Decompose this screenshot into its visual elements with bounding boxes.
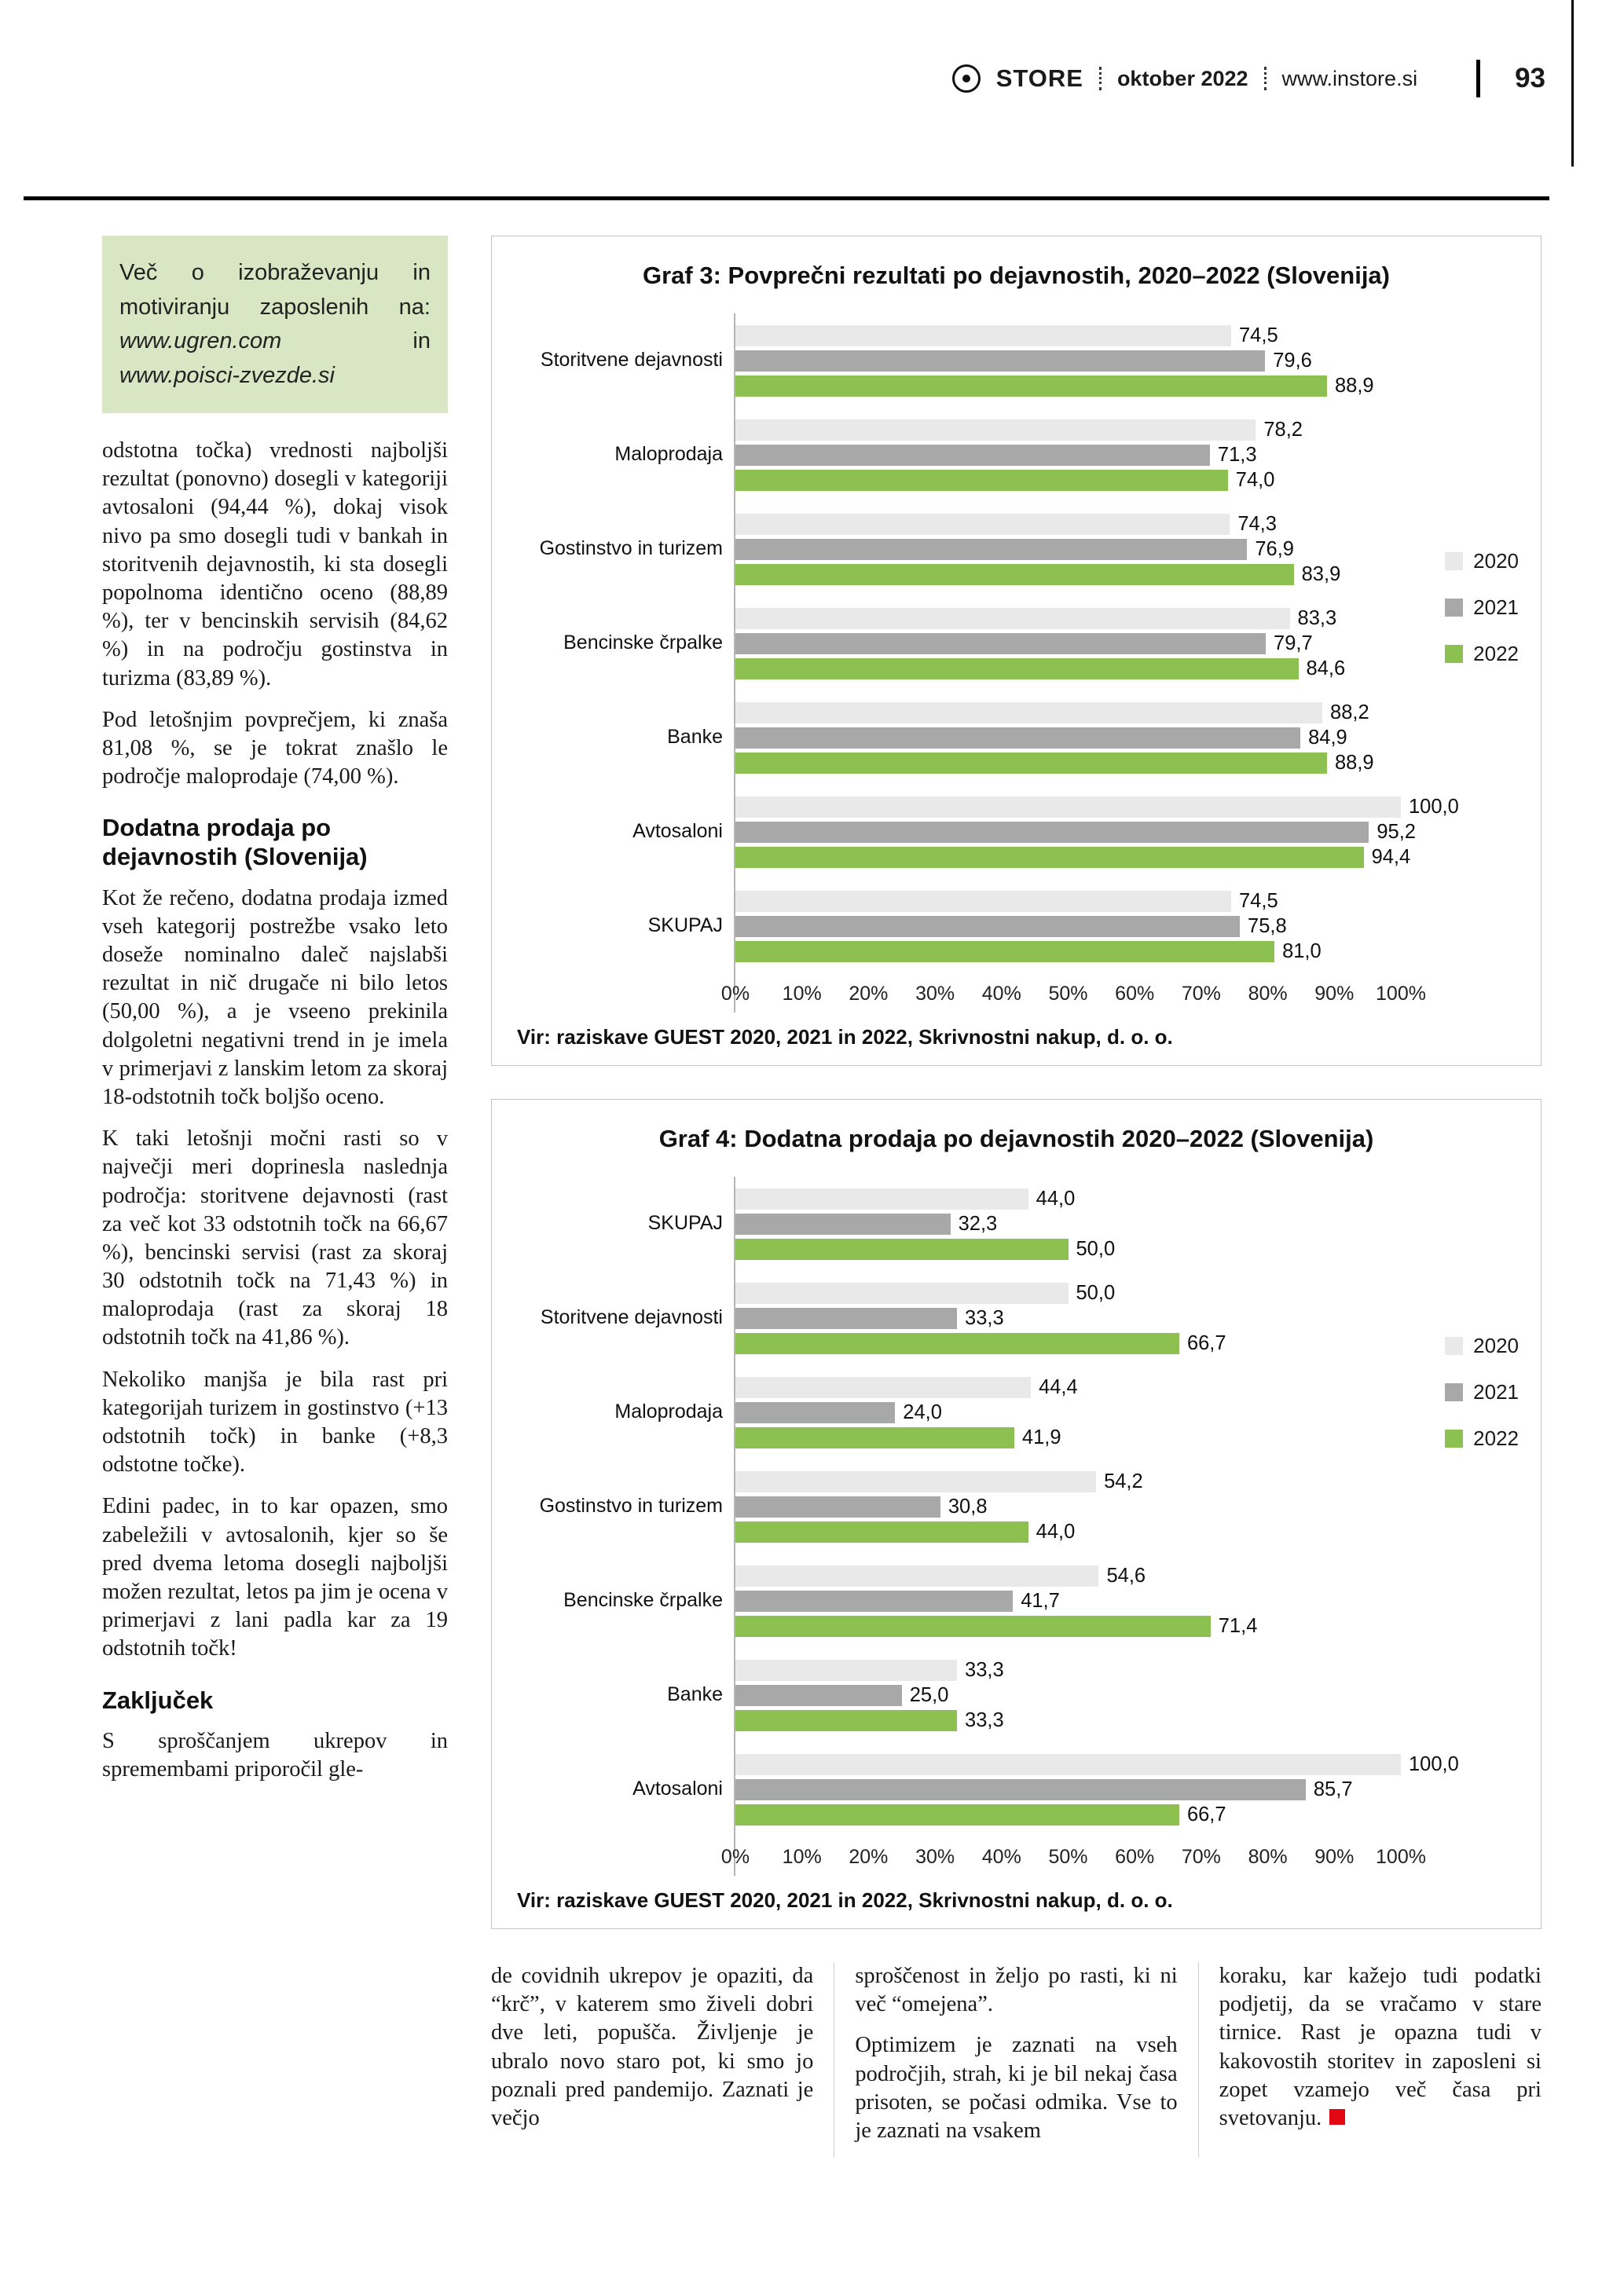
legend-label: 2021: [1473, 595, 1519, 619]
bar-value-label: 41,7: [1021, 1589, 1060, 1612]
chart-graf4: [491, 1099, 1542, 1929]
chart-graf3: [491, 236, 1542, 1066]
axis-tick-label: 20%: [849, 1846, 889, 1868]
chart-category-row: [514, 1742, 1459, 1836]
bar-line: [735, 939, 1401, 963]
axis-tick-label: 100%: [1376, 1846, 1426, 1868]
bar-line: [735, 1187, 1401, 1210]
site-url[interactable]: www.instore.si: [1281, 66, 1418, 90]
section-heading-dodatna-prodaja: Dodatna prodaja po dejavnostih (Slovenija): [102, 814, 368, 871]
bar-line: [735, 562, 1401, 586]
bar-line: [735, 795, 1459, 818]
bar-value-label: 32,3: [958, 1212, 998, 1235]
bar-2022: [735, 375, 1327, 397]
section-heading-zakljucek: Zaključek: [102, 1686, 214, 1714]
link-poisci-zvezde[interactable]: www.poisci-zvezde.si: [119, 362, 335, 388]
article-paragraph: koraku, kar kažejo tudi podatki podjetij, da se vračamo v stare tirnice. Rast je opazna tudi v kakovostih storitev in zaposleni si zopet vzamejo več časa pri svetovanju.: [1219, 1964, 1542, 2130]
header-separator: [1099, 67, 1102, 90]
bar-value-label: 24,0: [903, 1401, 942, 1423]
chart-category-row: [514, 1554, 1401, 1648]
legend-label: 2021: [1473, 1380, 1519, 1404]
bar-2022: [735, 470, 1228, 491]
bar-2020: [735, 608, 1290, 629]
axis-tick-label: 40%: [981, 1846, 1021, 1868]
bar-line: [735, 701, 1401, 724]
bar-line: [735, 1520, 1401, 1543]
bar-2021: [735, 539, 1247, 560]
axis-tick-label: 60%: [1115, 983, 1155, 1005]
bar-2022: [735, 1239, 1069, 1260]
bar-value-label: 84,9: [1308, 726, 1347, 749]
bottom-column-3: [1198, 1962, 1542, 2158]
bar-2021: [735, 1685, 902, 1706]
legend-swatch-2021: [1445, 1383, 1463, 1401]
bar-2020: [735, 514, 1230, 535]
chart-legend: [1445, 549, 1519, 666]
category-label: Maloprodaja: [614, 1401, 723, 1423]
bar-2020: [735, 1377, 1031, 1398]
bar-value-label: 71,4: [1218, 1614, 1258, 1637]
bar-2020: [735, 1283, 1069, 1304]
legend-swatch-2022: [1445, 1430, 1463, 1448]
category-label: SKUPAJ: [647, 914, 723, 937]
chart-plot-area: [514, 313, 1519, 1013]
bar-2020: [735, 702, 1322, 723]
bar-value-label: 44,0: [1036, 1187, 1076, 1210]
bar-line: [735, 1237, 1401, 1261]
category-bars: [734, 1459, 1401, 1554]
category-label: SKUPAJ: [647, 1212, 723, 1235]
chart-category-row: [514, 690, 1401, 785]
chart-category-row: [514, 1271, 1401, 1365]
axis-tick-label: 30%: [915, 983, 955, 1005]
axis-tick-label: 80%: [1248, 983, 1288, 1005]
category-bars: [734, 785, 1459, 879]
charts-column: [491, 236, 1542, 2158]
bar-2021: [735, 633, 1266, 654]
bar-2021: [735, 1779, 1306, 1800]
bar-2022: [735, 847, 1364, 868]
category-bars: [734, 502, 1401, 596]
bar-value-label: 76,9: [1255, 537, 1294, 560]
category-label: Bencinske črpalke: [563, 632, 723, 654]
bar-line: [735, 1375, 1401, 1399]
bar-line: [735, 1803, 1401, 1826]
bar-line: [735, 1426, 1401, 1449]
bar-2022: [735, 1522, 1028, 1543]
bar-value-label: 41,9: [1021, 1426, 1061, 1448]
bar-line: [735, 1401, 1401, 1424]
x-axis: [720, 1836, 1426, 1876]
article-paragraph: odstotna točka) vrednosti najboljši rezultat (ponovno) dosegli v kategoriji avtosaloni (94,44 %), dokaj visok nivo pa smo dosegli tudi v bankah in storitvenih dejavnostih, ki sta dosegli popolnoma identično oceno (88,89 %), ter v bencinskih servisih (84,62 %) in na področju gostinstva in turizma (83,89 %).: [102, 438, 448, 690]
infobox-conjunction: in: [412, 328, 431, 353]
bar-value-label: 94,4: [1371, 845, 1411, 868]
bar-2021: [735, 1496, 940, 1518]
link-ugren[interactable]: www.ugren.com: [119, 328, 282, 353]
category-label: Maloprodaja: [614, 443, 723, 466]
bar-line: [735, 1589, 1401, 1613]
chart-category-row: [514, 1459, 1401, 1554]
bar-value-label: 33,3: [965, 1708, 1004, 1731]
bar-line: [735, 914, 1401, 938]
bar-2021: [735, 350, 1265, 372]
axis-tick-label: 80%: [1248, 1846, 1288, 1868]
article-paragraph: Kot že rečeno, dodatna prodaja izmed vseh kategorij postrežbe vsako leto doseže nominalno daleč najslabši rezultat in nič drugače ni bilo letos (50,00 %), a je vseeno prekinila dolgoletni negativni trend in je imela v primerjavi z lanskim letom za skoraj 18-odstotnih točk boljšo oceno.: [102, 885, 448, 1109]
category-bars: [734, 1554, 1401, 1648]
bar-value-label: 83,3: [1297, 606, 1337, 629]
chart-category-row: [514, 1177, 1401, 1271]
axis-tick-label: 70%: [1181, 983, 1221, 1005]
legend-item: [1445, 642, 1519, 666]
page-number-divider: [1476, 60, 1480, 97]
article-paragraph: K taki letošnji močni rasti so v največji meri doprinesla naslednja področja: storitvene dejavnosti (rast za več kot 33 odstotnih točk na 66,67 %), bencinski servisi (rast za skoraj 30 odstotnih točk na 71,43 %) in maloprodaja (rast za skoraj 18 odstotnih točk na 41,86 %).: [102, 1126, 448, 1350]
axis-tick-label: 40%: [981, 983, 1021, 1005]
bar-2022: [735, 941, 1274, 962]
bar-2020: [735, 1565, 1098, 1587]
legend-swatch-2021: [1445, 599, 1463, 617]
category-bars: [734, 408, 1401, 502]
bar-value-label: 44,4: [1039, 1375, 1078, 1398]
bar-2021: [735, 1214, 951, 1235]
category-label: Bencinske črpalke: [563, 1589, 723, 1612]
bar-line: [735, 1306, 1401, 1330]
bar-value-label: 74,5: [1239, 889, 1278, 912]
bar-line: [735, 512, 1401, 536]
axis-tick-label: 90%: [1314, 983, 1355, 1005]
bar-2020: [735, 325, 1231, 346]
bar-value-label: 81,0: [1282, 939, 1322, 962]
bar-line: [735, 1614, 1401, 1638]
category-bars: [734, 1648, 1401, 1742]
bar-value-label: 78,2: [1263, 418, 1303, 441]
bar-2022: [735, 1616, 1211, 1637]
bar-2022: [735, 1333, 1179, 1354]
bar-2022: [735, 564, 1294, 585]
bar-value-label: 50,0: [1076, 1237, 1116, 1260]
chart-category-row: [514, 1648, 1401, 1742]
bar-line: [735, 537, 1401, 561]
bar-2021: [735, 445, 1210, 466]
legend-item: [1445, 1380, 1519, 1404]
chart-source: Vir: raziskave GUEST 2020, 2021 in 2022, Skrivnostni nakup, d. o. o.: [517, 1025, 1173, 1049]
category-label: Gostinstvo in turizem: [539, 1495, 723, 1518]
category-label: Avtosaloni: [632, 1778, 723, 1800]
bar-value-label: 44,0: [1036, 1520, 1076, 1543]
chart-category-row: [514, 313, 1401, 408]
bar-value-label: 54,2: [1104, 1470, 1143, 1492]
bar-line: [735, 1495, 1401, 1518]
bar-2022: [735, 1804, 1179, 1825]
bar-value-label: 88,2: [1330, 701, 1369, 723]
chart-category-row: [514, 1365, 1401, 1459]
legend-swatch-2020: [1445, 552, 1463, 570]
bottom-text-columns: [491, 1962, 1542, 2158]
bar-value-label: 85,7: [1313, 1778, 1353, 1800]
chart-title: Graf 4: Dodatna prodaja po dejavnostih 2020–2022 (Slovenija): [658, 1125, 1374, 1152]
bar-2021: [735, 1591, 1013, 1612]
category-bars: [734, 690, 1401, 785]
bar-line: [735, 443, 1401, 467]
article-paragraph: Pod letošnjim povprečjem, ki znaša 81,08 %, se je tokrat znašlo le področje maloprodaje (74,00 %).: [102, 707, 448, 789]
article-paragraph: Nekoliko manjša je bila rast pri kategorijah turizem in gostinstvo (+13 odstotnih točk) in banke (+8,3 odstotne točke).: [102, 1367, 448, 1478]
bar-line: [735, 889, 1401, 913]
category-bars: [734, 879, 1401, 973]
article-paragraph: S sproščanjem ukrepov in spremembami priporočil gle-: [102, 1728, 448, 1782]
bar-value-label: 74,5: [1239, 324, 1278, 346]
article-paragraph: de covidnih ukrepov je opaziti, da “krč”, v katerem smo živeli dobri dve leti, popušča. Življenje je ubralo novo staro pot, ki smo jo poznali pred pandemijo. Zaznati je večjo: [491, 1964, 814, 2130]
article-end-mark: [1329, 2109, 1345, 2125]
bar-2021: [735, 916, 1240, 937]
axis-tick-label: 100%: [1376, 983, 1426, 1005]
article-paragraph: Edini padec, in to kar opazen, smo zabeležili v avtosalonih, kjer so še pred dvema letoma dosegli najboljši možen rezultat, letos pa jim je ocena v primerjavi z lani padla kar za 19 odstotnih točk!: [102, 1494, 448, 1661]
axis-tick-label: 10%: [782, 983, 822, 1005]
axis-tick-label: 60%: [1115, 1846, 1155, 1868]
category-label: Storitvene dejavnosti: [540, 349, 723, 372]
bar-2022: [735, 753, 1327, 774]
x-axis: [720, 973, 1426, 1013]
bar-line: [735, 632, 1401, 655]
bar-line: [735, 468, 1401, 492]
category-label: Avtosaloni: [632, 820, 723, 843]
bar-2021: [735, 727, 1300, 749]
bar-line: [735, 349, 1401, 372]
bar-value-label: 33,3: [965, 1306, 1004, 1329]
header-separator: [1264, 67, 1267, 90]
chart-title: Graf 3: Povprečni rezultati po dejavnostih, 2020–2022 (Slovenija): [643, 262, 1390, 289]
bar-line: [735, 374, 1401, 397]
bar-2020: [735, 796, 1401, 818]
bar-line: [735, 324, 1401, 347]
bar-2021: [735, 1402, 895, 1423]
bar-value-label: 66,7: [1186, 1803, 1226, 1825]
bar-2022: [735, 658, 1299, 679]
legend-item: [1445, 595, 1519, 620]
axis-ticks-row: [514, 1836, 1426, 1876]
bar-2022: [735, 1710, 957, 1731]
category-bars: [734, 313, 1401, 408]
article-paragraph: sproščenost in željo po rasti, ki ni več “omejena”.: [855, 1964, 1178, 2017]
bar-line: [735, 1778, 1401, 1801]
bar-value-label: 100,0: [1409, 1752, 1459, 1775]
bar-line: [735, 606, 1401, 630]
article-column: [102, 236, 448, 2158]
axis-tick-label: 0%: [720, 983, 750, 1005]
legend-swatch-2020: [1445, 1337, 1463, 1355]
page-number: 93: [1515, 63, 1545, 93]
legend-label: 2020: [1473, 549, 1519, 573]
axis-tick-label: 90%: [1314, 1846, 1355, 1868]
chart-plot-area: [514, 1177, 1519, 1876]
bar-value-label: 25,0: [909, 1683, 949, 1706]
category-label: Gostinstvo in turizem: [539, 537, 723, 560]
bar-line: [735, 1683, 1401, 1707]
bar-line: [735, 751, 1401, 774]
chart-legend: [1445, 1334, 1519, 1451]
bar-2020: [735, 891, 1231, 912]
axis-ticks-row: [514, 973, 1426, 1013]
bar-value-label: 95,2: [1377, 820, 1416, 843]
bar-value-label: 83,9: [1301, 562, 1341, 585]
bar-line: [735, 1658, 1401, 1682]
category-bars: [734, 1271, 1401, 1365]
category-label: Banke: [667, 726, 723, 749]
page-header: [952, 60, 1545, 97]
legend-swatch-2022: [1445, 645, 1463, 663]
page-content: [102, 236, 1542, 2158]
chart-category-row: [514, 502, 1401, 596]
bar-line: [735, 1470, 1401, 1493]
category-bars: [734, 1177, 1401, 1271]
bar-line: [735, 1212, 1401, 1236]
chart-source: Vir: raziskave GUEST 2020, 2021 in 2022, Skrivnostni nakup, d. o. o.: [517, 1888, 1173, 1912]
bar-line: [735, 1281, 1401, 1305]
category-label: Banke: [667, 1683, 723, 1706]
axis-tick-label: 70%: [1181, 1846, 1221, 1868]
axis-tick-label: 0%: [720, 1846, 750, 1868]
bar-value-label: 84,6: [1306, 657, 1346, 679]
bar-value-label: 71,3: [1217, 443, 1257, 466]
chart-category-row: [514, 596, 1401, 690]
brand-name: STORE: [995, 64, 1083, 92]
category-bars: [734, 1365, 1401, 1459]
bar-value-label: 50,0: [1076, 1281, 1116, 1304]
bar-line: [735, 657, 1401, 680]
bar-2020: [735, 1754, 1401, 1775]
bar-2020: [735, 1660, 957, 1681]
top-rule: [24, 196, 1549, 200]
axis-tick-label: 30%: [915, 1846, 955, 1868]
bar-value-label: 33,3: [965, 1658, 1004, 1681]
bar-value-label: 66,7: [1186, 1331, 1226, 1354]
bar-line: [735, 1331, 1401, 1355]
legend-item: [1445, 1426, 1519, 1451]
axis-tick-label: 50%: [1048, 1846, 1088, 1868]
bar-line: [735, 820, 1416, 844]
bar-2020: [735, 419, 1256, 441]
bar-2021: [735, 822, 1369, 843]
bar-value-label: 30,8: [948, 1495, 988, 1518]
corner-rule: [1571, 0, 1574, 167]
bar-line: [735, 726, 1401, 749]
bar-value-label: 79,6: [1273, 349, 1312, 372]
bar-value-label: 88,9: [1334, 751, 1374, 774]
bar-2022: [735, 1427, 1014, 1448]
bar-line: [735, 418, 1401, 441]
infobox-text: Več o izobraževanju in motiviranju zaposlenih na:: [119, 260, 431, 320]
axis-tick-label: 20%: [849, 983, 889, 1005]
category-label: Storitvene dejavnosti: [540, 1306, 723, 1329]
bottom-column-2: [834, 1962, 1197, 2158]
bar-2020: [735, 1188, 1028, 1210]
legend-item: [1445, 549, 1519, 573]
issue-date: oktober 2022: [1116, 66, 1248, 90]
bar-line: [735, 1752, 1459, 1776]
article-paragraph: Optimizem je zaznati na vseh področjih, strah, ki je bil nekaj časa prisoten, se počasi odmika. Vse to je zaznati na vsakem: [855, 2033, 1178, 2143]
chart-category-row: [514, 408, 1401, 502]
legend-label: 2022: [1473, 1426, 1519, 1450]
bar-line: [735, 1564, 1401, 1587]
bottom-column-1: [491, 1962, 834, 2158]
instore-logo-icon: [952, 64, 981, 93]
axis-tick-label: 10%: [782, 1846, 822, 1868]
bar-value-label: 79,7: [1274, 632, 1313, 654]
bar-value-label: 88,9: [1334, 374, 1374, 397]
chart-category-row: [514, 785, 1459, 879]
bar-line: [735, 845, 1411, 869]
bar-value-label: 74,3: [1237, 512, 1277, 535]
bar-2020: [735, 1471, 1096, 1492]
chart-category-row: [514, 879, 1401, 973]
legend-label: 2022: [1473, 642, 1519, 665]
category-bars: [734, 1742, 1459, 1836]
bar-line: [735, 1708, 1401, 1732]
bar-value-label: 75,8: [1248, 914, 1287, 937]
bar-value-label: 100,0: [1409, 795, 1459, 818]
category-bars: [734, 596, 1401, 690]
bar-value-label: 54,6: [1106, 1564, 1146, 1587]
bar-2021: [735, 1308, 957, 1329]
bar-value-label: 74,0: [1235, 468, 1275, 491]
infobox: [102, 236, 448, 413]
legend-label: 2020: [1473, 1334, 1519, 1357]
legend-item: [1445, 1334, 1519, 1358]
axis-tick-label: 50%: [1048, 983, 1088, 1005]
